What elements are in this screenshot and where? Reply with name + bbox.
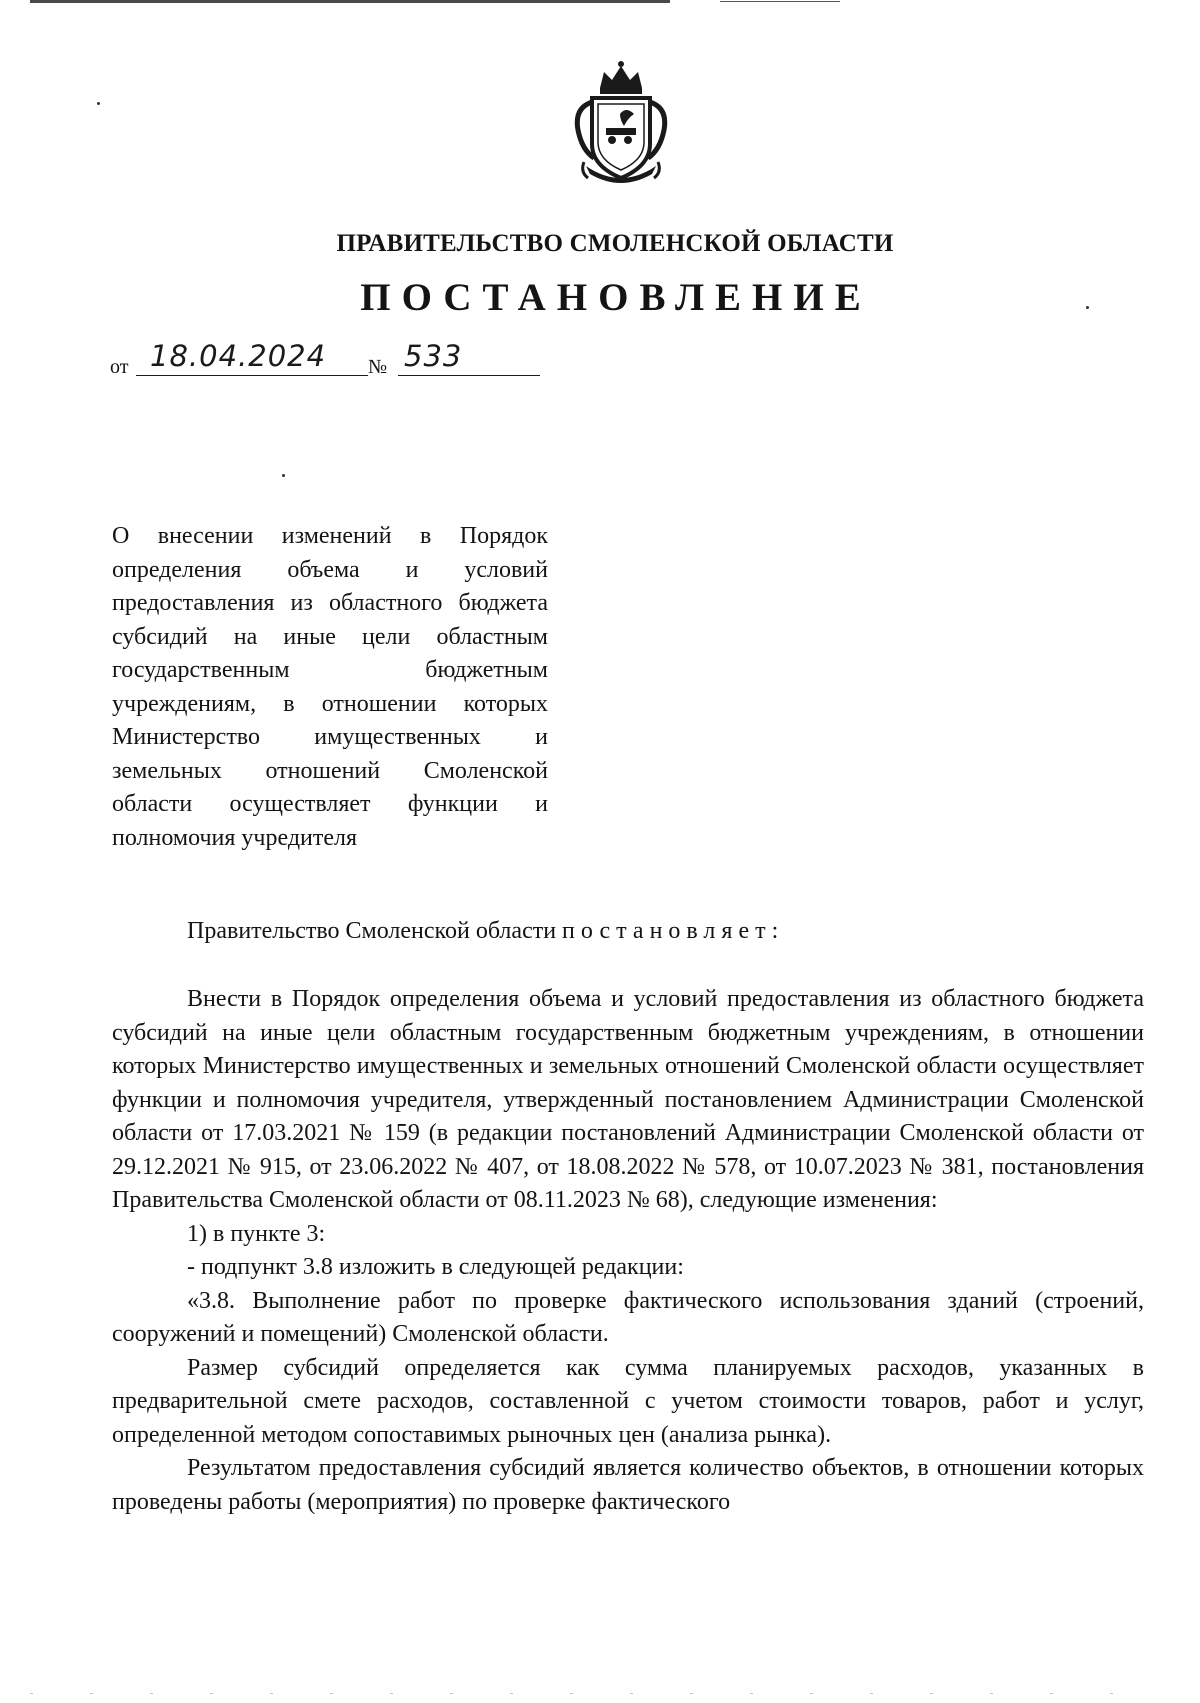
scan-speck [282, 474, 285, 477]
coat-of-arms-icon [562, 58, 680, 190]
body-paragraph: Результатом предоставления субсидий является количество объектов, в отношении которых проведены работы (мероприятия) по проверке фактического [112, 1455, 1144, 1515]
document-subject: О внесении изменений в Порядок определения объема и условий предоставления из областного бюджета субсидий на иные цели областным государственным бюджетным учреждениям, в отношении которых Министерство имущественных и земельных отношений Смоленской области осуществляет функции и полномочия учредителя [112, 523, 548, 851]
issuing-authority: ПРАВИТЕЛЬСТВО СМОЛЕНСКОЙ ОБЛАСТИ [336, 230, 894, 257]
handwritten-date: 18.04.2024 [150, 339, 327, 373]
body-paragraph: - подпункт 3.8 изложить в следующей редакции: [187, 1254, 684, 1280]
date-field [136, 340, 368, 376]
body-paragraph: Размер субсидий определяется как сумма планируемых расходов, указанных в предварительной смете расходов, составленной с учетом стоимости товаров, работ и услуг, определенной методом сопоставимых рыночных цен (анализа рынка). [112, 1354, 1144, 1448]
scan-artifact-line [30, 0, 670, 3]
body-paragraph: «3.8. Выполнение работ по проверке фактического использования зданий (строений, сооружений и помещений) Смоленской области. [112, 1287, 1144, 1347]
body-paragraph: Внести в Порядок определения объема и условий предоставления из областного бюджета субсидий на иные цели областным государственным бюджетным учреждениям, в отношении которых Министерство имущественных и земельных отношений Смоленской области осуществляет функции и полномочия учредителя, утвержденный постановлением Администрации Смоленской области от 17.03.2021 № 159 (в редакции постановлений Администрации Смоленской области от 29.12.2021 № 915, от 23.06.2022 № 407, от 18.08.2022 № 578, от 10.07.2023 № 381, постановления Правительства Смоленской области от 08.11.2023 № 68), следующие изменения: [112, 986, 1144, 1213]
body-paragraph: 1) в пункте 3: [187, 1220, 326, 1247]
scan-artifact-line [30, 1693, 1160, 1694]
number-field [398, 340, 540, 376]
scan-speck [97, 102, 100, 105]
number-label: № [368, 356, 388, 378]
document-body [112, 983, 1144, 1519]
document-type-title: ПОСТАНОВЛЕНИЕ [360, 276, 872, 319]
handwritten-number: 533 [404, 339, 463, 373]
preamble [112, 915, 1144, 949]
scan-artifact-line [720, 1, 840, 2]
registration-line [110, 340, 560, 380]
preamble-text: Правительство Смоленской области [187, 918, 557, 944]
scan-speck [1086, 306, 1089, 309]
date-label: от [110, 356, 129, 378]
preamble-verb: постановляет: [562, 918, 785, 944]
